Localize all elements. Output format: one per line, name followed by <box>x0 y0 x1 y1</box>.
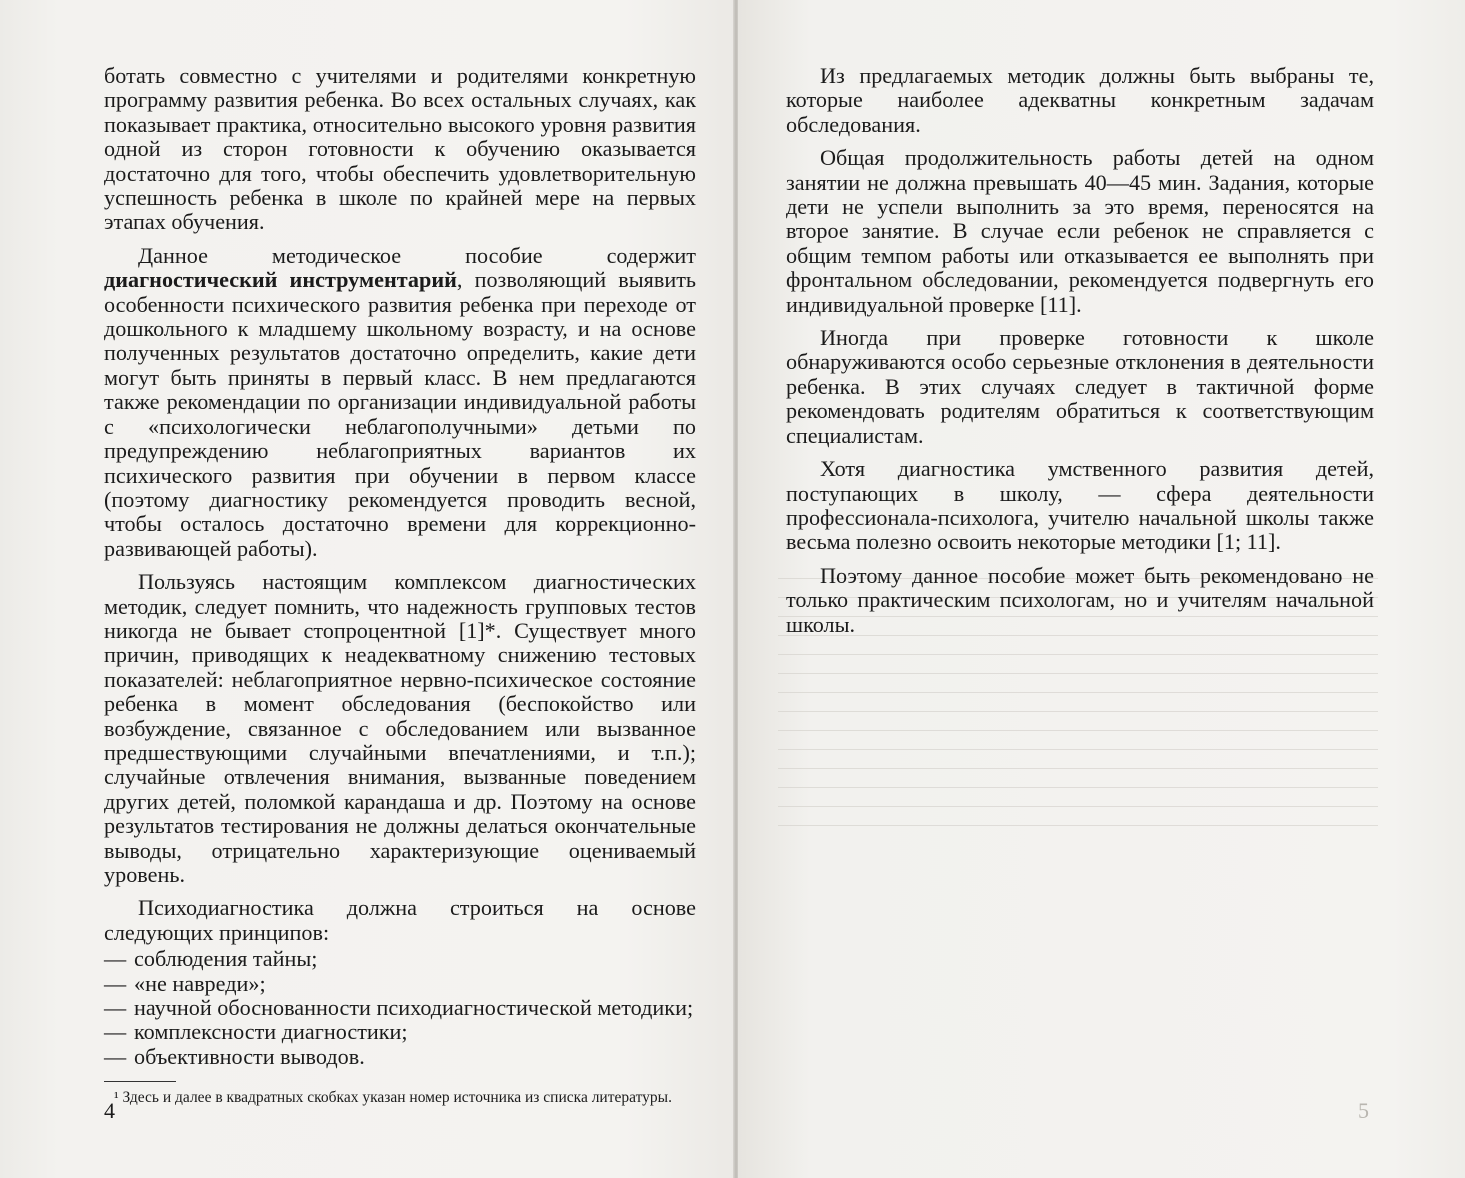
paragraph: Из предлагаемых методик должны быть выбраны те, которые наиболее адекватны конкретным задачам обследования. <box>786 63 1374 137</box>
list-item <box>104 996 696 1020</box>
list-item-text: соблюдения тайны; <box>134 946 318 972</box>
dash-marker: — <box>104 1043 127 1069</box>
paragraph: Поэтому данное пособие может быть рекомендовано не только практическим психологам, но и учителям начальной школы. <box>786 562 1374 637</box>
paragraph: Иногда при проверке готовности к школе обнаруживаются особо серьезные отклонения в деятельности ребенка. В этих случаях следует в тактичной форме рекомендовать родителям обратиться к соответствующим специалистам. <box>786 325 1374 448</box>
page-number: 4 <box>104 1098 115 1123</box>
paragraph: ботать совместно с учителями и родителями конкретную программу развития ребенка. Во всех остальных случаях, как показывает практика, относительно высокого уровня развития одной из сторон готовности к обучению оказывается достаточно для того, чтобы обеспечить удовлетворительную успешность ребенка в школе по крайней мере на первых этапах обучения. <box>104 63 696 235</box>
paragraph-text: Данное методическое пособие содержит <box>138 242 696 268</box>
paragraph: Хотя диагностика умственного развития детей, поступающих в школу, — сфера деятельности профессионала-психолога, учителю начальной школы также весьма полезно освоить некоторые методики [1; 11]. <box>786 456 1374 555</box>
paragraph-text: , позволяющий выявить особенности психического развития ребенка при переходе от дошкольного к младшему школьному возрасту, и на основе полученных результатов достаточно определить, какие дети могут быть приняты в первый класс. В нем предлагаются также рекомендации по организации индивидуальной работы с «психологически неблагополучными» детьми по предупреждению неблагоприятных вариантов их психического развития при обучении в первом классе (поэтому диагностику рекомендуется проводить весной, чтобы осталось достаточно времени для коррекционно-развивающей работы). <box>104 267 697 561</box>
page-number: 5 <box>1358 1098 1369 1123</box>
paragraph: Общая продолжительность работы детей на одном занятии не должна превышать 40—45 мин. Задания, которые дети не успели выполнить за это время, переносятся на второе занятие. В случае если ребенок не справляется с общим темпом работы или отказывается ее выполнять при фронтальном обследовании, рекомендуется подвергнуть его индивидуальной проверке [11]. <box>786 145 1374 317</box>
dash-marker: — <box>104 995 127 1021</box>
right-page <box>738 0 1465 1178</box>
list-item <box>104 947 696 971</box>
left-page-text <box>104 64 696 1108</box>
list-item <box>104 1020 696 1044</box>
paragraph: Психодиагностика должна строиться на основе следующих принципов: <box>104 895 696 945</box>
footnote: ¹ Здесь и далее в квадратных скобках указан номер источника из списка литературы. <box>114 1089 672 1107</box>
bold-term: диагностический инструментарий <box>104 267 457 293</box>
dash-marker: — <box>104 946 127 972</box>
footnote-divider <box>104 1081 176 1082</box>
dash-marker: — <box>104 1019 127 1045</box>
dash-marker: — <box>104 970 127 996</box>
principles-list <box>104 947 696 1069</box>
list-item <box>104 1045 696 1069</box>
list-item <box>104 972 696 996</box>
paragraph <box>104 244 696 561</box>
list-item-text: объективности выводов. <box>134 1043 365 1069</box>
list-item-text: научной обоснованности психодиагностической методики; <box>134 995 694 1021</box>
right-page-text <box>786 64 1374 646</box>
list-item-text: «не навреди»; <box>134 970 266 996</box>
list-item-text: комплексности диагностики; <box>134 1019 408 1045</box>
paragraph: Пользуясь настоящим комплексом диагностических методик, следует помнить, что надежность групповых тестов никогда не бывает стопроцентной [1]*. Существует много причин, приводящих к неадекватному снижению тестовых показателей: неблагоприятное нервно-психическое состояние ребенка в момент обследования (беспокойство или возбуждение, связанное с обследованием или вызванное предшествующими случайными впечатлениями, и т.п.); случайные отвлечения внимания, вызванные поведением других детей, поломкой карандаша и др. Поэтому на основе результатов тестирования не должны делаться окончательные выводы, отрицательно характеризующие оцениваемый уровень. <box>104 569 696 887</box>
